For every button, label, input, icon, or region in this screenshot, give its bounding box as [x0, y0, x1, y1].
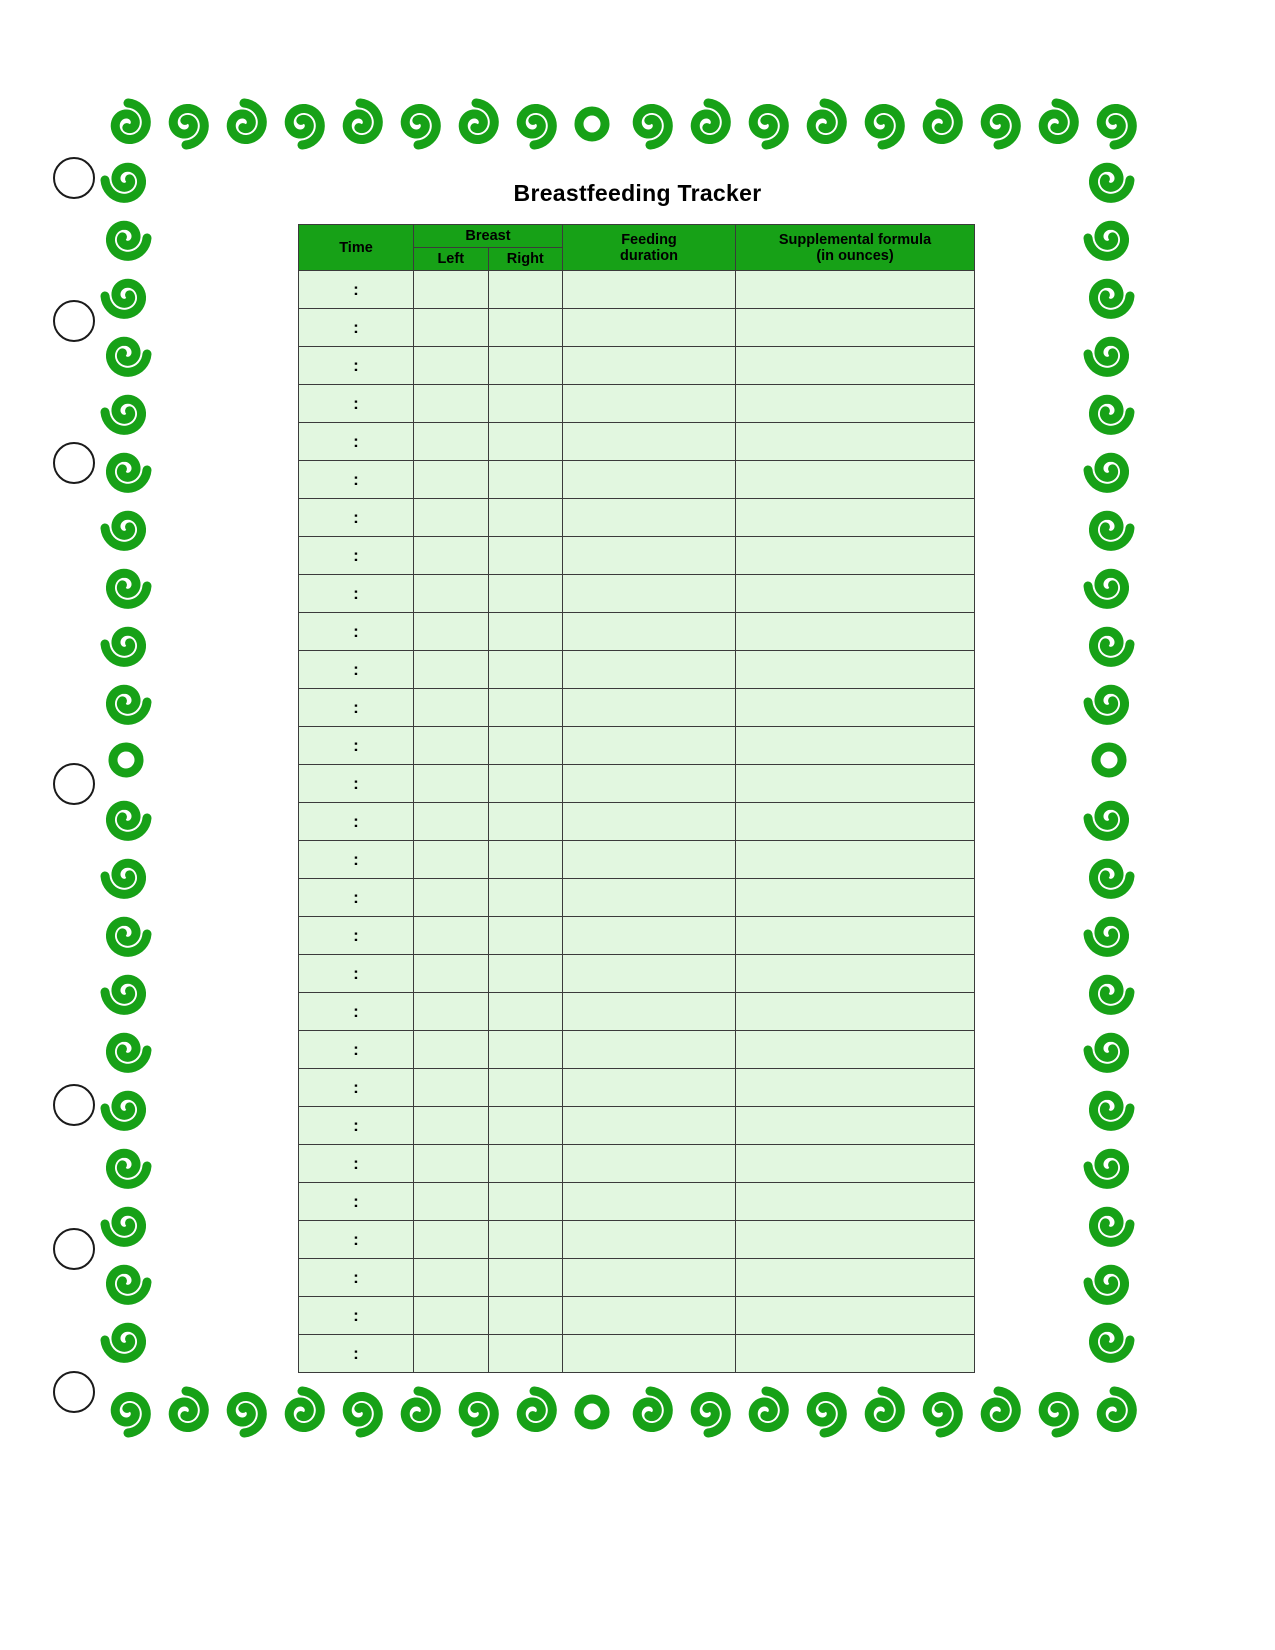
- cell-supplemental-formula[interactable]: [736, 955, 975, 993]
- cell-time[interactable]: :: [299, 803, 414, 841]
- cell-feeding-duration[interactable]: [563, 689, 736, 727]
- cell-time[interactable]: :: [299, 575, 414, 613]
- cell-time[interactable]: :: [299, 1107, 414, 1145]
- binder-hole: [53, 1228, 95, 1270]
- cell-right[interactable]: [488, 537, 563, 575]
- cell-left[interactable]: [414, 879, 489, 917]
- table-row: [299, 385, 975, 423]
- cell-supplemental-formula[interactable]: [736, 651, 975, 689]
- binder-hole-strip: [0, 0, 120, 1650]
- cell-supplemental-formula[interactable]: [736, 803, 975, 841]
- cell-supplemental-formula[interactable]: [736, 765, 975, 803]
- page-title: Breastfeeding Tracker: [513, 180, 762, 206]
- cell-right[interactable]: [488, 765, 563, 803]
- table-row: [299, 841, 975, 879]
- cell-left[interactable]: [414, 271, 489, 309]
- cell-feeding-duration[interactable]: [563, 1183, 736, 1221]
- table-row: [299, 651, 975, 689]
- cell-right[interactable]: [488, 575, 563, 613]
- column-header-right: Right: [488, 248, 563, 271]
- cell-supplemental-formula[interactable]: [736, 917, 975, 955]
- table-row: [299, 803, 975, 841]
- table-row: [299, 537, 975, 575]
- column-header-breast: Breast: [414, 225, 563, 248]
- cell-left[interactable]: [414, 461, 489, 499]
- cell-left[interactable]: [414, 1335, 489, 1373]
- cell-time[interactable]: :: [299, 879, 414, 917]
- cell-feeding-duration[interactable]: [563, 1297, 736, 1335]
- cell-left[interactable]: [414, 1031, 489, 1069]
- cell-left[interactable]: [414, 1297, 489, 1335]
- cell-time[interactable]: :: [299, 727, 414, 765]
- cell-supplemental-formula[interactable]: [736, 1069, 975, 1107]
- cell-feeding-duration[interactable]: [563, 1259, 736, 1297]
- table-row: [299, 1183, 975, 1221]
- cell-supplemental-formula[interactable]: [736, 1297, 975, 1335]
- cell-right[interactable]: [488, 1031, 563, 1069]
- cell-feeding-duration[interactable]: [563, 841, 736, 879]
- cell-feeding-duration[interactable]: [563, 651, 736, 689]
- binder-hole: [53, 442, 95, 484]
- cell-time[interactable]: :: [299, 1259, 414, 1297]
- cell-feeding-duration[interactable]: [563, 879, 736, 917]
- cell-feeding-duration[interactable]: [563, 461, 736, 499]
- cell-supplemental-formula[interactable]: [736, 613, 975, 651]
- table-row: [299, 917, 975, 955]
- table-row: [299, 1145, 975, 1183]
- cell-right[interactable]: [488, 1259, 563, 1297]
- binder-hole: [53, 763, 95, 805]
- cell-left[interactable]: [414, 917, 489, 955]
- cell-supplemental-formula[interactable]: [736, 1031, 975, 1069]
- cell-feeding-duration[interactable]: [563, 1221, 736, 1259]
- cell-feeding-duration[interactable]: [563, 347, 736, 385]
- table-row: [299, 1335, 975, 1373]
- cell-time[interactable]: :: [299, 423, 414, 461]
- cell-right[interactable]: [488, 993, 563, 1031]
- table-body: [299, 271, 975, 1373]
- table-row: [299, 271, 975, 309]
- cell-feeding-duration[interactable]: [563, 955, 736, 993]
- cell-left[interactable]: [414, 385, 489, 423]
- breastfeeding-tracker-table: [298, 224, 975, 1373]
- cell-supplemental-formula[interactable]: [736, 309, 975, 347]
- table-row: [299, 575, 975, 613]
- table-row: [299, 955, 975, 993]
- cell-time[interactable]: :: [299, 1183, 414, 1221]
- cell-right[interactable]: [488, 271, 563, 309]
- table-row: [299, 613, 975, 651]
- cell-left[interactable]: [414, 347, 489, 385]
- cell-left[interactable]: [414, 1259, 489, 1297]
- cell-time[interactable]: :: [299, 689, 414, 727]
- cell-right[interactable]: [488, 1335, 563, 1373]
- cell-left[interactable]: [414, 993, 489, 1031]
- cell-feeding-duration[interactable]: [563, 917, 736, 955]
- cell-feeding-duration[interactable]: [563, 993, 736, 1031]
- cell-feeding-duration[interactable]: [563, 309, 736, 347]
- cell-left[interactable]: [414, 841, 489, 879]
- binder-hole: [53, 300, 95, 342]
- cell-time[interactable]: :: [299, 499, 414, 537]
- column-header-feeding-duration-line2: duration: [620, 247, 678, 264]
- cell-left[interactable]: [414, 309, 489, 347]
- table-row: [299, 1107, 975, 1145]
- cell-left[interactable]: [414, 613, 489, 651]
- cell-feeding-duration[interactable]: [563, 727, 736, 765]
- cell-time[interactable]: :: [299, 613, 414, 651]
- cell-left[interactable]: [414, 499, 489, 537]
- cell-right[interactable]: [488, 1107, 563, 1145]
- table-row: [299, 1297, 975, 1335]
- cell-supplemental-formula[interactable]: [736, 727, 975, 765]
- table-row: [299, 1259, 975, 1297]
- cell-right[interactable]: [488, 1297, 563, 1335]
- cell-time[interactable]: :: [299, 765, 414, 803]
- cell-time[interactable]: :: [299, 1335, 414, 1373]
- cell-time[interactable]: :: [299, 347, 414, 385]
- cell-supplemental-formula[interactable]: [736, 499, 975, 537]
- cell-right[interactable]: [488, 461, 563, 499]
- cell-feeding-duration[interactable]: [563, 423, 736, 461]
- cell-feeding-duration[interactable]: [563, 499, 736, 537]
- cell-time[interactable]: :: [299, 271, 414, 309]
- binder-hole: [53, 1371, 95, 1413]
- cell-left[interactable]: [414, 689, 489, 727]
- cell-time[interactable]: :: [299, 993, 414, 1031]
- cell-right[interactable]: [488, 955, 563, 993]
- table-row: [299, 689, 975, 727]
- cell-right[interactable]: [488, 423, 563, 461]
- cell-right[interactable]: [488, 803, 563, 841]
- cell-left[interactable]: [414, 765, 489, 803]
- table-row: [299, 993, 975, 1031]
- cell-time[interactable]: :: [299, 1145, 414, 1183]
- cell-right[interactable]: [488, 841, 563, 879]
- column-header-feeding-duration: [563, 225, 736, 271]
- cell-supplemental-formula[interactable]: [736, 1107, 975, 1145]
- cell-left[interactable]: [414, 651, 489, 689]
- table-row: [299, 765, 975, 803]
- cell-time[interactable]: :: [299, 1069, 414, 1107]
- table-row: [299, 727, 975, 765]
- cell-supplemental-formula[interactable]: [736, 1221, 975, 1259]
- cell-left[interactable]: [414, 955, 489, 993]
- cell-time[interactable]: :: [299, 917, 414, 955]
- cell-time[interactable]: :: [299, 1297, 414, 1335]
- table-header: [299, 225, 975, 271]
- cell-supplemental-formula[interactable]: [736, 841, 975, 879]
- cell-left[interactable]: [414, 1145, 489, 1183]
- cell-supplemental-formula[interactable]: [736, 1259, 975, 1297]
- cell-time[interactable]: :: [299, 1031, 414, 1069]
- column-header-supplemental-formula-line1: Supplemental formula: [778, 231, 932, 248]
- cell-right[interactable]: [488, 1221, 563, 1259]
- cell-supplemental-formula[interactable]: [736, 993, 975, 1031]
- column-header-supplemental-formula: [736, 225, 975, 271]
- cell-right[interactable]: [488, 1145, 563, 1183]
- cell-supplemental-formula[interactable]: [736, 271, 975, 309]
- cell-time[interactable]: :: [299, 1221, 414, 1259]
- table-row: [299, 461, 975, 499]
- table-row: [299, 309, 975, 347]
- cell-feeding-duration[interactable]: [563, 1335, 736, 1373]
- cell-supplemental-formula[interactable]: [736, 347, 975, 385]
- cell-supplemental-formula[interactable]: [736, 537, 975, 575]
- cell-time[interactable]: :: [299, 955, 414, 993]
- tracker-table-container: [298, 224, 954, 1373]
- cell-feeding-duration[interactable]: [563, 1031, 736, 1069]
- cell-time[interactable]: :: [299, 461, 414, 499]
- cell-right[interactable]: [488, 651, 563, 689]
- cell-supplemental-formula[interactable]: [736, 461, 975, 499]
- table-row: [299, 347, 975, 385]
- cell-feeding-duration[interactable]: [563, 613, 736, 651]
- cell-time[interactable]: :: [299, 309, 414, 347]
- cell-left[interactable]: [414, 537, 489, 575]
- cell-feeding-duration[interactable]: [563, 575, 736, 613]
- cell-supplemental-formula[interactable]: [736, 689, 975, 727]
- cell-supplemental-formula[interactable]: [736, 879, 975, 917]
- table-row: [299, 423, 975, 461]
- cell-supplemental-formula[interactable]: [736, 1183, 975, 1221]
- table-row: [299, 879, 975, 917]
- cell-feeding-duration[interactable]: [563, 1145, 736, 1183]
- table-header-row-1: [299, 225, 975, 248]
- cell-feeding-duration[interactable]: [563, 385, 736, 423]
- cell-time[interactable]: :: [299, 651, 414, 689]
- binder-hole: [53, 1084, 95, 1126]
- cell-right[interactable]: [488, 727, 563, 765]
- cell-right[interactable]: [488, 1069, 563, 1107]
- cell-right[interactable]: [488, 689, 563, 727]
- cell-time[interactable]: :: [299, 385, 414, 423]
- cell-left[interactable]: [414, 803, 489, 841]
- table-row: [299, 1031, 975, 1069]
- cell-right[interactable]: [488, 1183, 563, 1221]
- cell-feeding-duration[interactable]: [563, 803, 736, 841]
- table-row: [299, 1069, 975, 1107]
- column-header-left: Left: [414, 248, 489, 271]
- cell-right[interactable]: [488, 347, 563, 385]
- cell-supplemental-formula[interactable]: [736, 385, 975, 423]
- cell-left[interactable]: [414, 727, 489, 765]
- cell-feeding-duration[interactable]: [563, 1107, 736, 1145]
- cell-right[interactable]: [488, 879, 563, 917]
- cell-supplemental-formula[interactable]: [736, 423, 975, 461]
- column-header-feeding-duration-line1: Feeding: [621, 231, 677, 248]
- cell-supplemental-formula[interactable]: [736, 575, 975, 613]
- cell-left[interactable]: [414, 1221, 489, 1259]
- table-row: [299, 499, 975, 537]
- cell-right[interactable]: [488, 613, 563, 651]
- cell-supplemental-formula[interactable]: [736, 1145, 975, 1183]
- cell-time[interactable]: :: [299, 537, 414, 575]
- cell-right[interactable]: [488, 385, 563, 423]
- column-header-supplemental-formula-line2: (in ounces): [816, 247, 894, 264]
- cell-feeding-duration[interactable]: [563, 765, 736, 803]
- cell-feeding-duration[interactable]: [563, 1069, 736, 1107]
- cell-right[interactable]: [488, 499, 563, 537]
- cell-right[interactable]: [488, 917, 563, 955]
- cell-supplemental-formula[interactable]: [736, 1335, 975, 1373]
- cell-left[interactable]: [414, 423, 489, 461]
- table-row: [299, 1221, 975, 1259]
- cell-left[interactable]: [414, 575, 489, 613]
- cell-left[interactable]: [414, 1069, 489, 1107]
- column-header-time: Time: [299, 225, 414, 271]
- cell-left[interactable]: [414, 1183, 489, 1221]
- cell-feeding-duration[interactable]: [563, 537, 736, 575]
- cell-time[interactable]: :: [299, 841, 414, 879]
- cell-right[interactable]: [488, 309, 563, 347]
- cell-left[interactable]: [414, 1107, 489, 1145]
- cell-feeding-duration[interactable]: [563, 271, 736, 309]
